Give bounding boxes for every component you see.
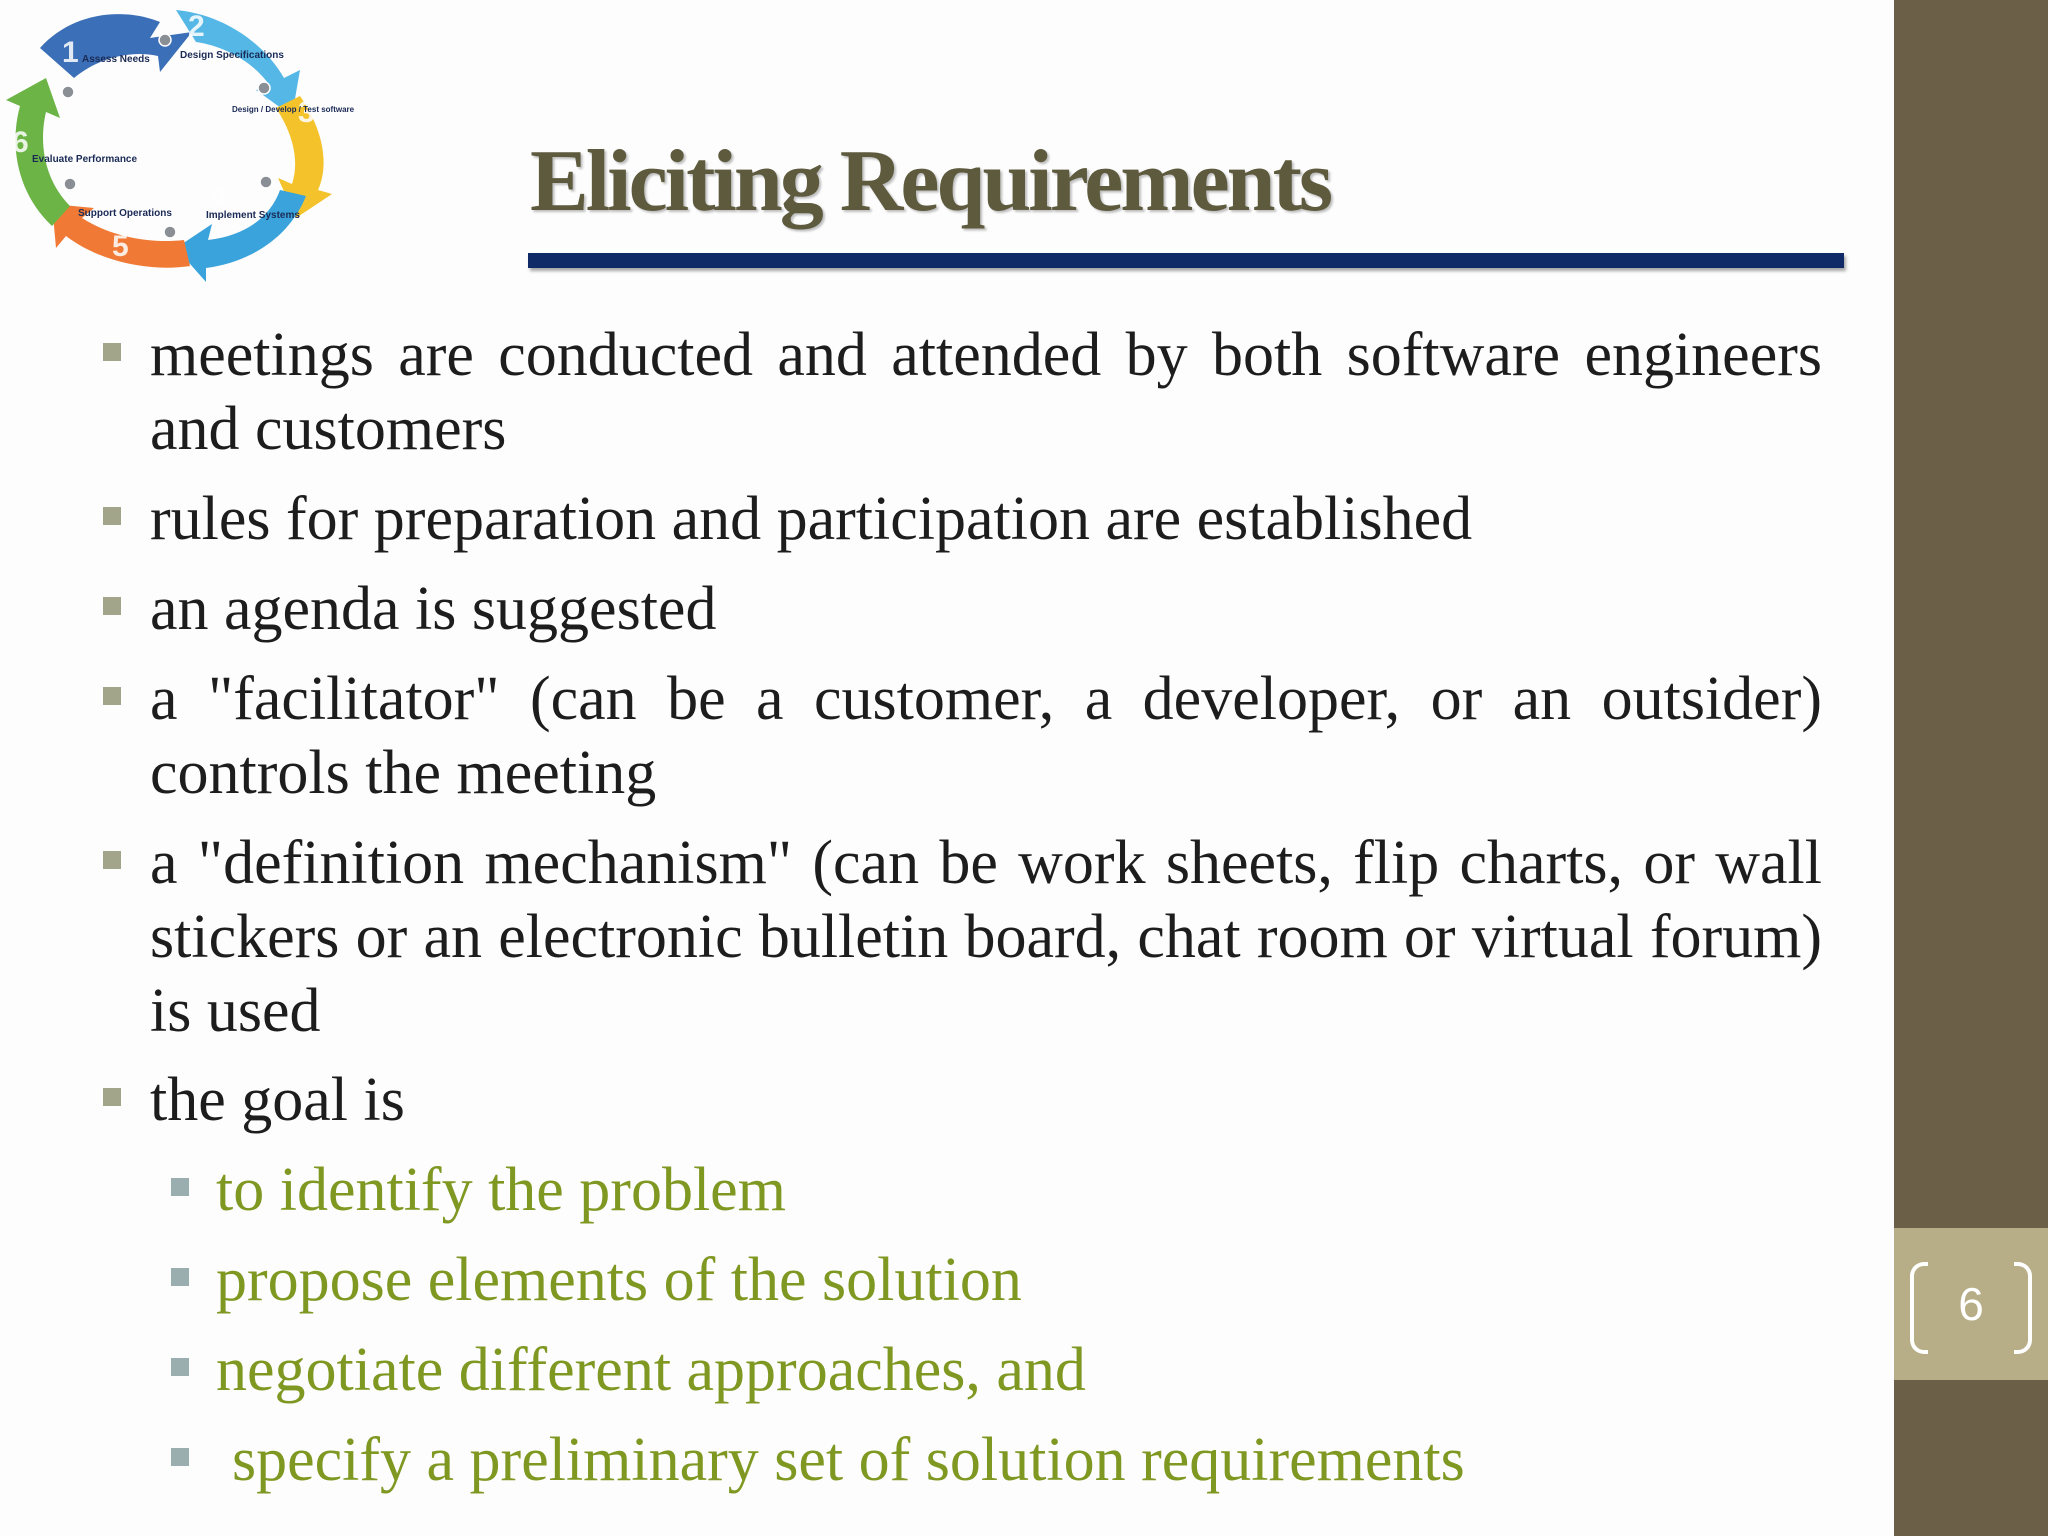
cycle-step-number-2: 2 [188,10,205,43]
sub-bullet-item: propose elements of the solution [216,1246,1022,1314]
sub-bullet-marker [171,1448,189,1466]
sub-bullet-marker [171,1178,189,1196]
bullet-item: meetings are conducted and attended by both software engineers and customers [150,321,1822,463]
cycle-label-assess-needs: Assess Needs [82,54,150,65]
bullet-marker [103,507,121,525]
bullet-item: rules for preparation and participation are established [150,485,1473,553]
bullet-item: a "facilitator" (can be a customer, a developer, or an outsider) controls the meeting [150,665,1822,807]
cycle-step-number-4: 4 [210,180,227,213]
cycle-label-evaluate-performance: Evaluate Performance [32,154,138,165]
bullet-item: an agenda is suggested [150,575,717,643]
bullet-marker [103,687,121,705]
page-number: 6 [1958,1278,1984,1330]
sub-bullet-item: specify a preliminary set of solution requirements [232,1426,1465,1494]
slide-title: Eliciting Requirements [530,133,1331,230]
lifecycle-cycle-logo [0,0,355,280]
cycle-label-support-operations: Support Operations [78,208,172,219]
sub-bullet-marker [171,1268,189,1286]
bullet-item: the goal is [150,1066,405,1134]
bullet-item: a "definition mechanism" (can be work sheets, flip charts, or wall stickers or an electronic bulletin board, chat room or virtual forum) is used [150,829,1822,1045]
cycle-step-number-5: 5 [112,230,129,263]
bullet-marker [103,597,121,615]
bullet-marker [103,1088,121,1106]
cycle-label-implement-systems: Implement Systems [206,210,300,221]
bullet-marker [103,851,121,869]
cycle-step-number-1: 1 [62,36,79,69]
cycle-step-number-6: 6 [12,126,29,159]
cycle-label-design-develop-test: Design / Develop / Test software [232,105,355,114]
cycle-segment-4 [176,190,306,282]
bullet-marker [103,343,121,361]
cycle-step-number-3: 3 [298,96,315,129]
sub-bullet-item: to identify the problem [216,1156,786,1224]
cycle-label-design-specifications: Design Specifications [180,50,284,61]
page-number-box [1894,1228,2048,1380]
title-underline [528,253,1844,268]
sub-bullet-marker [171,1358,189,1376]
sub-bullet-item: negotiate different approaches, and [216,1336,1086,1404]
